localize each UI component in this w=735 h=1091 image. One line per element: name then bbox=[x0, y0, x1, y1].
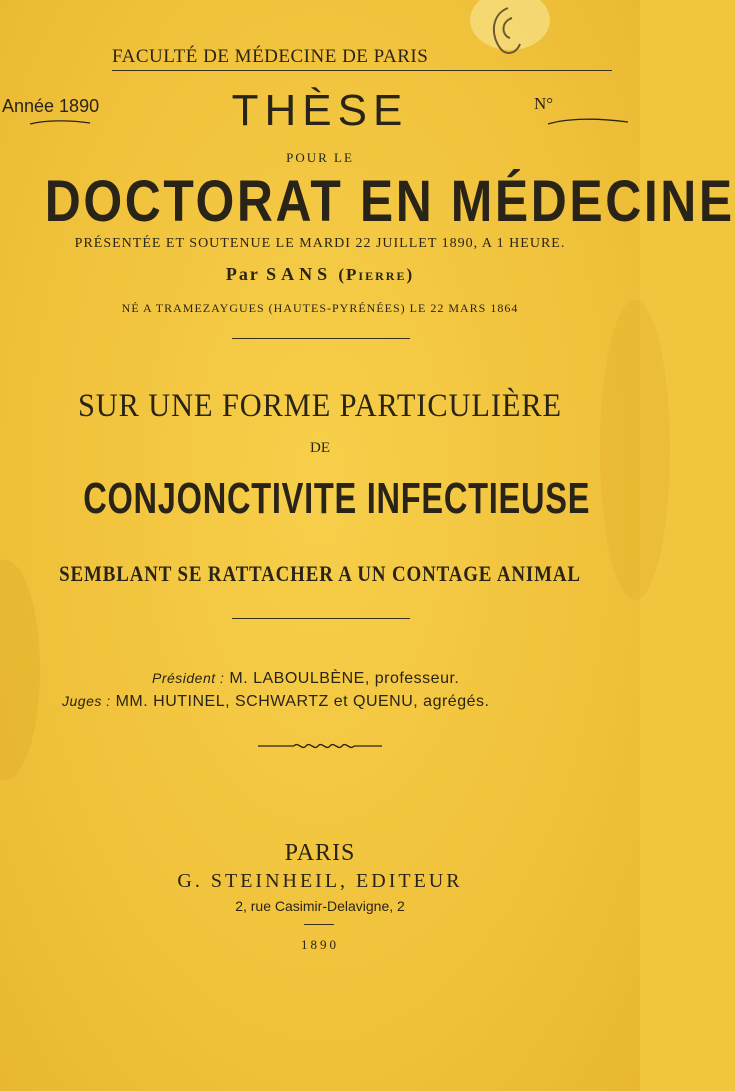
par-label: Par bbox=[225, 264, 260, 284]
short-rule bbox=[304, 924, 334, 925]
imprint-city: PARIS bbox=[284, 840, 356, 866]
judges-label: Juges : bbox=[62, 693, 111, 709]
imprint-year: 1890 bbox=[301, 937, 339, 952]
imprint-publisher: G. STEINHEIL, EDITEUR bbox=[177, 870, 463, 892]
paper-stain bbox=[0, 560, 40, 780]
divider-rule bbox=[232, 618, 410, 619]
jury-judges bbox=[62, 693, 489, 711]
author-surname: SANS bbox=[266, 264, 333, 284]
number-label: N° bbox=[534, 94, 554, 113]
subject-subtitle: SEMBLANT SE RATTACHER A UN CONTAGE ANIMAL bbox=[59, 561, 581, 586]
these-heading: THÈSE bbox=[231, 86, 409, 135]
president-label: Président : bbox=[152, 670, 225, 686]
author-line bbox=[0, 264, 640, 285]
doctorat-heading: DOCTORAT EN MÉDECINE bbox=[44, 169, 735, 234]
author-given-name: (Pierre) bbox=[338, 265, 415, 284]
judges-names: MM. HUTINEL, SCHWARTZ et QUENU, agrégés. bbox=[115, 693, 490, 710]
birth-info: NÉ A TRAMEZAYGUES (HAUTES-PYRÉNÉES) LE 22 MARS 1864 bbox=[121, 301, 519, 315]
ornament-divider bbox=[258, 740, 382, 752]
subject-title: CONJONCTIVITE INFECTIEUSE bbox=[83, 474, 591, 523]
pour-le-text: POUR LE bbox=[286, 150, 354, 165]
divider-rule bbox=[232, 338, 410, 339]
flourish-right bbox=[548, 116, 628, 126]
jury-president bbox=[152, 670, 459, 688]
faculty-heading: FACULTÉ DE MÉDECINE DE PARIS bbox=[112, 46, 429, 67]
subject-de: DE bbox=[310, 440, 330, 456]
heading-rule bbox=[112, 70, 612, 71]
subject-heading: SUR UNE FORME PARTICULIÈRE bbox=[77, 388, 563, 424]
imprint-address: 2, rue Casimir-Delavigne, 2 bbox=[235, 898, 405, 914]
year-label: Année 1890 bbox=[2, 96, 100, 116]
president-name: M. LABOULBÈNE, professeur. bbox=[229, 670, 460, 687]
defense-date: PRÉSENTÉE ET SOUTENUE LE MARDI 22 JUILLET 1890, A 1 HEURE. bbox=[74, 236, 566, 251]
